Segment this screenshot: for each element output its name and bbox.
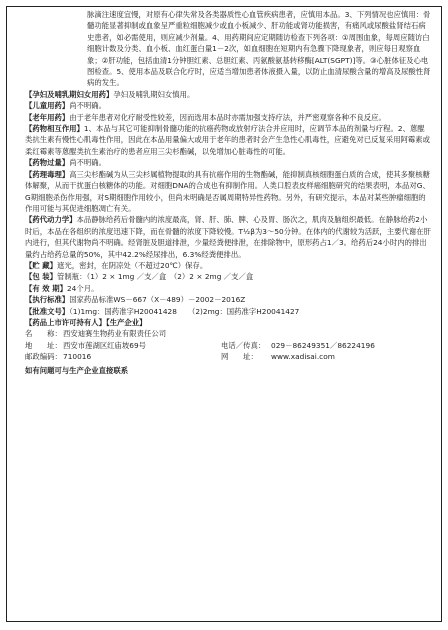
section-label: 【有 效 期】 <box>25 283 67 293</box>
contact-note: 如有问题可与生产企业直接联系 <box>25 365 129 375</box>
section-text: 1、本品与其它可能抑制骨髓功能的抗癌药物或放射疗法合并应用时，应调节本品的剂量与疗程。2、蒽醌类抗生素有慢性心肌毒性作用，因此在本品用量偏大或用于老年的患者时会产生急性心肌毒性，应避免对已反复采用阿霉素或柔红霉素等蒽醌类抗生素治疗的患者应用三尖杉酯碱，以免增加心脏毒性的可能。 <box>25 124 431 156</box>
section-4 <box>25 157 431 168</box>
mah-key: 名 称： <box>25 329 62 339</box>
section-text: 孕妇及哺乳期妇女慎用。 <box>113 89 195 99</box>
mah-row <box>25 328 431 339</box>
section-text: 高三尖杉酯碱为从三尖杉属植物提取的具有抗癌作用的生物酯碱，能抑制真核细胞蛋白质的合成，使其多聚核糖体解聚，从而干扰蛋白核糖体的功能。对细胞DNA的合成也有抑制作用。人类口腔表皮样癌细胞研究的结果表明，本品对G、G期细胞杀伤作用强，对S期细胞作用较小，但尚未明确是否属周期特异性药物。另外，有研究提示，本品对某些肿瘤细胞的作用可能与其促进细胞凋亡有关。 <box>25 169 431 213</box>
section-label: 【贮 藏】 <box>25 260 58 270</box>
mah-value-2: www.xadisai.com <box>271 352 335 362</box>
section-text: 管制瓶：（1）2 × 1mg ／支／盒 （2）2 × 2mg ／支／盒 <box>57 272 254 282</box>
mah-value-2: 029－86249351／86224196 <box>271 340 375 350</box>
section-11 <box>25 306 431 317</box>
precautions-continued: 脉滴注速度宜慢，对原有心律失常及各类器质性心血管疾病患者，应慎用本品。3、下列情况也应慎用：骨髓功能显著抑制或血象呈严重粒细胞减少或血小板减少、肝功能或肾功能损害，有痛风或尿酸盐肾结石病史患者，如必需使用，则应减少剂量。4、用药期间应定期随访检查下列各项：①周围血象，每周应随访白细胞计数及分类、血小板、血红蛋白量1－2次，如血细胞在短期内有急骤下降现象者，则应每日观察血象；②肝功能，包括血清1分钟胆红素、总胆红素、丙氨酸氨基转移酶[ALT(SGPT)]等。③心脏体征及心电图检查。5、使用本品及联合化疗时，应适当增加患者体液摄入量，以防止血清尿酸含量的增高及尿酸性肾病的发生。 <box>87 10 431 88</box>
section-text: 由于老年患者对化疗耐受性较差，因而选用本品时亦需加强支持疗法，并严密观察各种不良反应。 <box>69 112 386 122</box>
mah-row <box>25 351 431 362</box>
mah-value: 710016 <box>63 352 92 362</box>
section-5 <box>25 169 431 215</box>
section-text: 国家药品标准WS－667（X－489）－2002－2016Z <box>69 295 246 305</box>
mah-heading: 【药品上市许可持有人】【生产企业】 <box>25 317 147 327</box>
package-insert-page <box>6 6 442 622</box>
section-label: 【包 装】 <box>25 272 58 282</box>
mah-value: 西安市莲湖区红庙坡69号 <box>63 340 147 350</box>
section-label: 【药物相互作用】 <box>25 124 84 134</box>
section-0 <box>25 89 431 100</box>
section-label: 【执行标准】 <box>25 295 70 305</box>
section-text: 本品静脉给药后骨髓内的浓度最高，肾、肝、肺、脾、心及胃、肠次之，肌肉及脑组织最低。在静脉给药2小时后，本品在各组织的浓度迅速下降，而在骨髓的浓度下降较慢。T½β为3～50分钟。在体内的代谢较为活跃，主要代谢在肝内进行，但其代谢物尚不明确。经肾脏及胆道排泄，少量经粪便排泄，在排除物中，原形药占1／3。给药后24小时内的排出量约占给药总量的50%，其中42.2%经尿排出，6.3%经粪便排出。 <box>25 215 431 259</box>
section-label: 【药理毒理】 <box>25 169 70 179</box>
section-text: 24个月。 <box>66 283 99 293</box>
section-1 <box>25 100 431 111</box>
section-label: 【药代动力学】 <box>25 215 77 225</box>
section-2 <box>25 112 431 123</box>
section-3 <box>25 123 431 157</box>
section-label: 【老年用药】 <box>25 112 70 122</box>
section-7 <box>25 260 431 271</box>
mah-key-2: 电话／传真： <box>221 340 266 350</box>
section-label: 【批准文号】 <box>25 306 70 316</box>
mah-key: 邮政编码： <box>25 352 62 362</box>
section-label: 【孕妇及哺乳期妇女用药】 <box>25 89 114 99</box>
mah-key: 地 址： <box>25 340 62 350</box>
section-6 <box>25 214 431 260</box>
section-8 <box>25 271 431 282</box>
mah-key-2: 网 址： <box>221 352 258 362</box>
section-10 <box>25 294 431 305</box>
mah-key-2 <box>221 328 271 339</box>
section-label: 【儿童用药】 <box>25 101 70 111</box>
mah-row <box>25 340 431 351</box>
mah-value-2 <box>271 328 431 339</box>
section-9 <box>25 283 431 294</box>
section-text: 尚不明确。 <box>69 158 107 168</box>
section-text: 尚不明确。 <box>69 101 107 111</box>
section-label: 【药物过量】 <box>25 158 70 168</box>
section-text: （1)1mg：国药准字H20041428 （2)2mg：国药准字H20041427 <box>69 306 300 316</box>
section-text: 遮光，密封，在阴凉处（不超过20℃）保存。 <box>57 260 208 270</box>
mah-value: 西安迪赛生物药业有限责任公司 <box>63 329 167 339</box>
